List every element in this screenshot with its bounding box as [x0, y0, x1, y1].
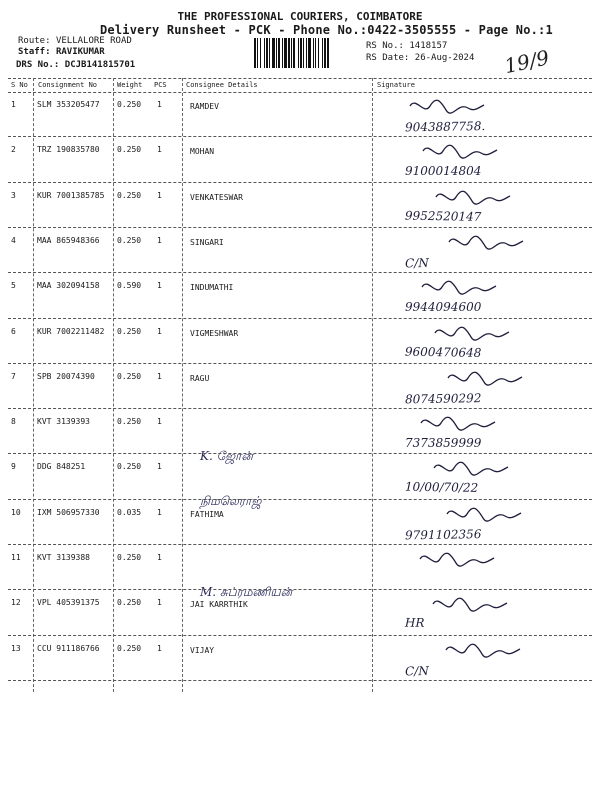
- row-divider: [8, 453, 592, 454]
- cell-consignment: MAA 865948366: [37, 235, 100, 245]
- cell-weight: 0.250: [117, 326, 142, 336]
- barcode-bar: [298, 38, 299, 68]
- col-header-sno: S No: [11, 81, 28, 89]
- barcode-bar: [313, 38, 314, 68]
- signature-scribble: [422, 281, 496, 294]
- signature-mark: [385, 94, 585, 136]
- cell-pcs: 1: [157, 235, 162, 245]
- barcode-bar: [303, 38, 304, 68]
- signature-scribble: [449, 236, 523, 249]
- row-divider: [8, 544, 592, 545]
- cell-pcs: 1: [157, 598, 162, 608]
- signature-note: 9043887758.: [404, 118, 486, 135]
- signature-scribble: [447, 508, 521, 521]
- barcode-bar: [282, 38, 283, 68]
- cell-weight: 0.250: [117, 417, 142, 427]
- cell-pcs: 1: [157, 281, 162, 291]
- barcode-bar: [322, 38, 323, 68]
- cell-weight: 0.590: [117, 281, 142, 291]
- col-header-weight: Weight: [117, 81, 143, 89]
- cell-weight: 0.250: [117, 190, 142, 200]
- barcode-bar: [291, 38, 292, 68]
- row-divider: [8, 680, 592, 681]
- cell-sno: 11: [11, 553, 21, 562]
- row-divider: [8, 227, 592, 228]
- route-value: VELLALORE ROAD: [55, 36, 132, 46]
- signature-mark: [385, 411, 585, 453]
- handwritten-page-text: 19/9: [502, 45, 552, 79]
- barcode-bar: [264, 38, 265, 68]
- company-title: THE PROFESSIONAL COURIERS, COIMBATORE: [177, 10, 423, 23]
- signature-mark: [385, 139, 585, 181]
- cell-pcs: 1: [157, 326, 162, 336]
- row-divider: [8, 136, 592, 137]
- barcode: [254, 38, 358, 68]
- cell-sno: 2: [11, 145, 16, 155]
- barcode-bar: [327, 38, 329, 68]
- signature-mark: [385, 366, 585, 408]
- signature-mark: [385, 230, 585, 272]
- signature-note: C/N: [404, 663, 429, 678]
- cell-sno: 4: [11, 235, 16, 245]
- signature-mark: [385, 638, 585, 680]
- signature-mark: [385, 275, 585, 317]
- barcode-bar: [300, 38, 302, 68]
- barcode-bar: [318, 38, 319, 68]
- cell-consignment: KVT 3139388: [37, 553, 90, 562]
- row-divider: [8, 272, 592, 273]
- cell-sno: 9: [11, 462, 16, 472]
- drs-label: DRS No.:: [16, 60, 60, 70]
- row-divider: [8, 182, 592, 183]
- cell-consignment: IXM 506957330: [37, 507, 100, 517]
- cell-consignee: VIJAY: [190, 645, 215, 655]
- cell-consignee: FATHIMA: [190, 509, 224, 519]
- cell-pcs: 1: [157, 371, 162, 381]
- cell-consignment: MAA 302094158: [37, 281, 100, 291]
- row-divider: [8, 318, 592, 319]
- cell-weight: 0.250: [117, 145, 142, 155]
- rs-no-label: RS No.:: [366, 41, 404, 51]
- barcode-bar: [260, 38, 261, 68]
- row-divider: [8, 499, 592, 500]
- col-divider: [372, 78, 373, 692]
- cell-weight: 0.250: [117, 100, 142, 109]
- signature-note: 8074590292: [404, 390, 482, 407]
- barcode-bar: [324, 38, 326, 68]
- signature-mark: [385, 185, 585, 227]
- signature-scribble: [421, 417, 495, 430]
- drs-line: [16, 60, 135, 70]
- signature-scribble: [448, 372, 522, 385]
- cell-weight: 0.250: [117, 235, 142, 245]
- cell-consignment: DDG 848251: [37, 462, 86, 472]
- cell-consignee: RAGU: [190, 373, 210, 383]
- col-header-consignee: Consignee Details: [186, 81, 258, 89]
- cell-consignment: SPB 20074390: [37, 371, 95, 381]
- signature-note: 9944094600: [405, 300, 482, 315]
- barcode-bar: [257, 38, 258, 68]
- cell-consignee: INDUMATHI: [190, 283, 234, 293]
- row-divider: [8, 363, 592, 364]
- barcode-bar: [306, 38, 307, 68]
- cell-pcs: 1: [157, 462, 162, 472]
- cell-sno: 10: [11, 507, 21, 517]
- signature-scribble: [433, 599, 507, 612]
- signature-scribble: [423, 146, 497, 159]
- col-header-consignment: Consignment No: [38, 81, 98, 89]
- rs-date-line: [366, 53, 474, 63]
- signature-scribble: [434, 463, 508, 476]
- signature-note: 9791102356: [404, 526, 482, 543]
- drs-value: DCJB141815701: [64, 60, 136, 70]
- route-line: [18, 36, 132, 46]
- signature-note: 9952520147: [404, 208, 482, 224]
- cell-pcs: 1: [157, 553, 162, 562]
- cell-pcs: 1: [157, 643, 162, 653]
- col-header-signature: Signature: [377, 81, 415, 89]
- route-label: Route:: [18, 36, 51, 46]
- handwritten-page-mark: [500, 40, 570, 80]
- barcode-bar: [284, 38, 287, 68]
- table-header-rule: [8, 92, 592, 93]
- cell-consignment: KUR 7002211482: [37, 326, 105, 336]
- signature-scribble: [435, 327, 509, 340]
- barcode-bar: [308, 38, 311, 68]
- signature-note: HR: [404, 615, 425, 631]
- row-divider: [8, 589, 592, 590]
- col-header-pcs: PCS: [154, 81, 167, 89]
- cell-consignee: SINGARI: [190, 237, 224, 247]
- cell-pcs: 1: [157, 190, 162, 200]
- col-divider: [182, 78, 183, 692]
- cell-sno: 7: [11, 371, 16, 381]
- cell-sno: 6: [11, 326, 16, 336]
- signature-scribble: [420, 553, 494, 566]
- row-divider: [8, 408, 592, 409]
- rs-date-value: 26-Aug-2024: [414, 53, 475, 63]
- signature-mark: [385, 321, 585, 363]
- rs-date-label: RS Date:: [366, 53, 410, 63]
- barcode-bar: [288, 38, 290, 68]
- cell-consignment: KVT 3139393: [37, 417, 90, 427]
- signature-note: C/N: [404, 255, 429, 271]
- cell-weight: 0.035: [117, 507, 142, 517]
- cell-pcs: 1: [157, 145, 162, 155]
- staff-value: RAVIKUMAR: [55, 47, 105, 57]
- cell-consignee-handwritten: K. ஜோன்: [200, 449, 254, 464]
- table-top-rule: [8, 78, 592, 79]
- signature-scribble: [410, 100, 484, 113]
- signature-note: 7373859999: [405, 436, 482, 451]
- col-divider: [33, 78, 34, 692]
- cell-consignment: SLM 353205477: [37, 100, 100, 109]
- signature-note: 9600470648: [404, 344, 482, 360]
- rs-no-value: 1418157: [409, 41, 448, 51]
- runsheet-title: Delivery Runsheet - PCK - Phone No.:0422-3505555 - Page No.:1: [100, 23, 553, 37]
- staff-line: [18, 47, 105, 57]
- barcode-bar: [276, 38, 277, 68]
- signature-note: 10/00/70/22: [404, 479, 479, 496]
- cell-sno: 3: [11, 190, 16, 200]
- cell-weight: 0.250: [117, 462, 142, 472]
- cell-sno: 12: [11, 598, 21, 608]
- barcode-bar: [269, 38, 270, 68]
- cell-consignee: VENKATESWAR: [190, 192, 243, 202]
- cell-consignee-handwritten: நிமலெராஜ்: [200, 494, 262, 509]
- barcode-bar: [254, 38, 256, 68]
- cell-pcs: 1: [157, 507, 162, 517]
- signature-scribble: [446, 644, 520, 657]
- barcode-bar: [278, 38, 280, 68]
- cell-sno: 5: [11, 281, 16, 291]
- cell-sno: 13: [11, 643, 21, 653]
- cell-pcs: 1: [157, 100, 162, 109]
- signature-scribble: [436, 191, 510, 204]
- cell-consignee: RAMDEV: [190, 102, 219, 111]
- cell-weight: 0.250: [117, 371, 142, 381]
- barcode-bar: [315, 38, 316, 68]
- cell-consignment: CCU 911186766: [37, 643, 100, 653]
- barcode-bar: [272, 38, 275, 68]
- row-divider: [8, 635, 592, 636]
- signature-note: 9100014804: [405, 164, 482, 179]
- cell-consignee-handwritten: M. சுப்ரமணியன்: [200, 585, 293, 599]
- cell-consignee: VIGMESHWAR: [190, 328, 239, 338]
- cell-sno: 8: [11, 417, 16, 427]
- cell-consignment: VPL 405391375: [37, 598, 100, 608]
- signature-mark: [385, 547, 585, 589]
- cell-consignment: TRZ 190835780: [37, 145, 100, 155]
- cell-weight: 0.250: [117, 553, 142, 562]
- cell-consignee: MOHAN: [190, 147, 215, 157]
- cell-weight: 0.250: [117, 643, 142, 653]
- barcode-bar: [266, 38, 268, 68]
- col-divider: [113, 78, 114, 692]
- rs-no-line: [366, 41, 447, 51]
- cell-pcs: 1: [157, 417, 162, 427]
- signature-mark: [385, 592, 585, 634]
- cell-consignee: JAI KARRTHIK: [190, 600, 248, 610]
- cell-consignment: KUR 7001385785: [37, 190, 105, 200]
- staff-label: Staff:: [18, 47, 51, 57]
- cell-weight: 0.250: [117, 598, 142, 608]
- signature-mark: [385, 456, 585, 498]
- cell-sno: 1: [11, 100, 16, 109]
- barcode-bar: [293, 38, 295, 68]
- signature-mark: [385, 502, 585, 544]
